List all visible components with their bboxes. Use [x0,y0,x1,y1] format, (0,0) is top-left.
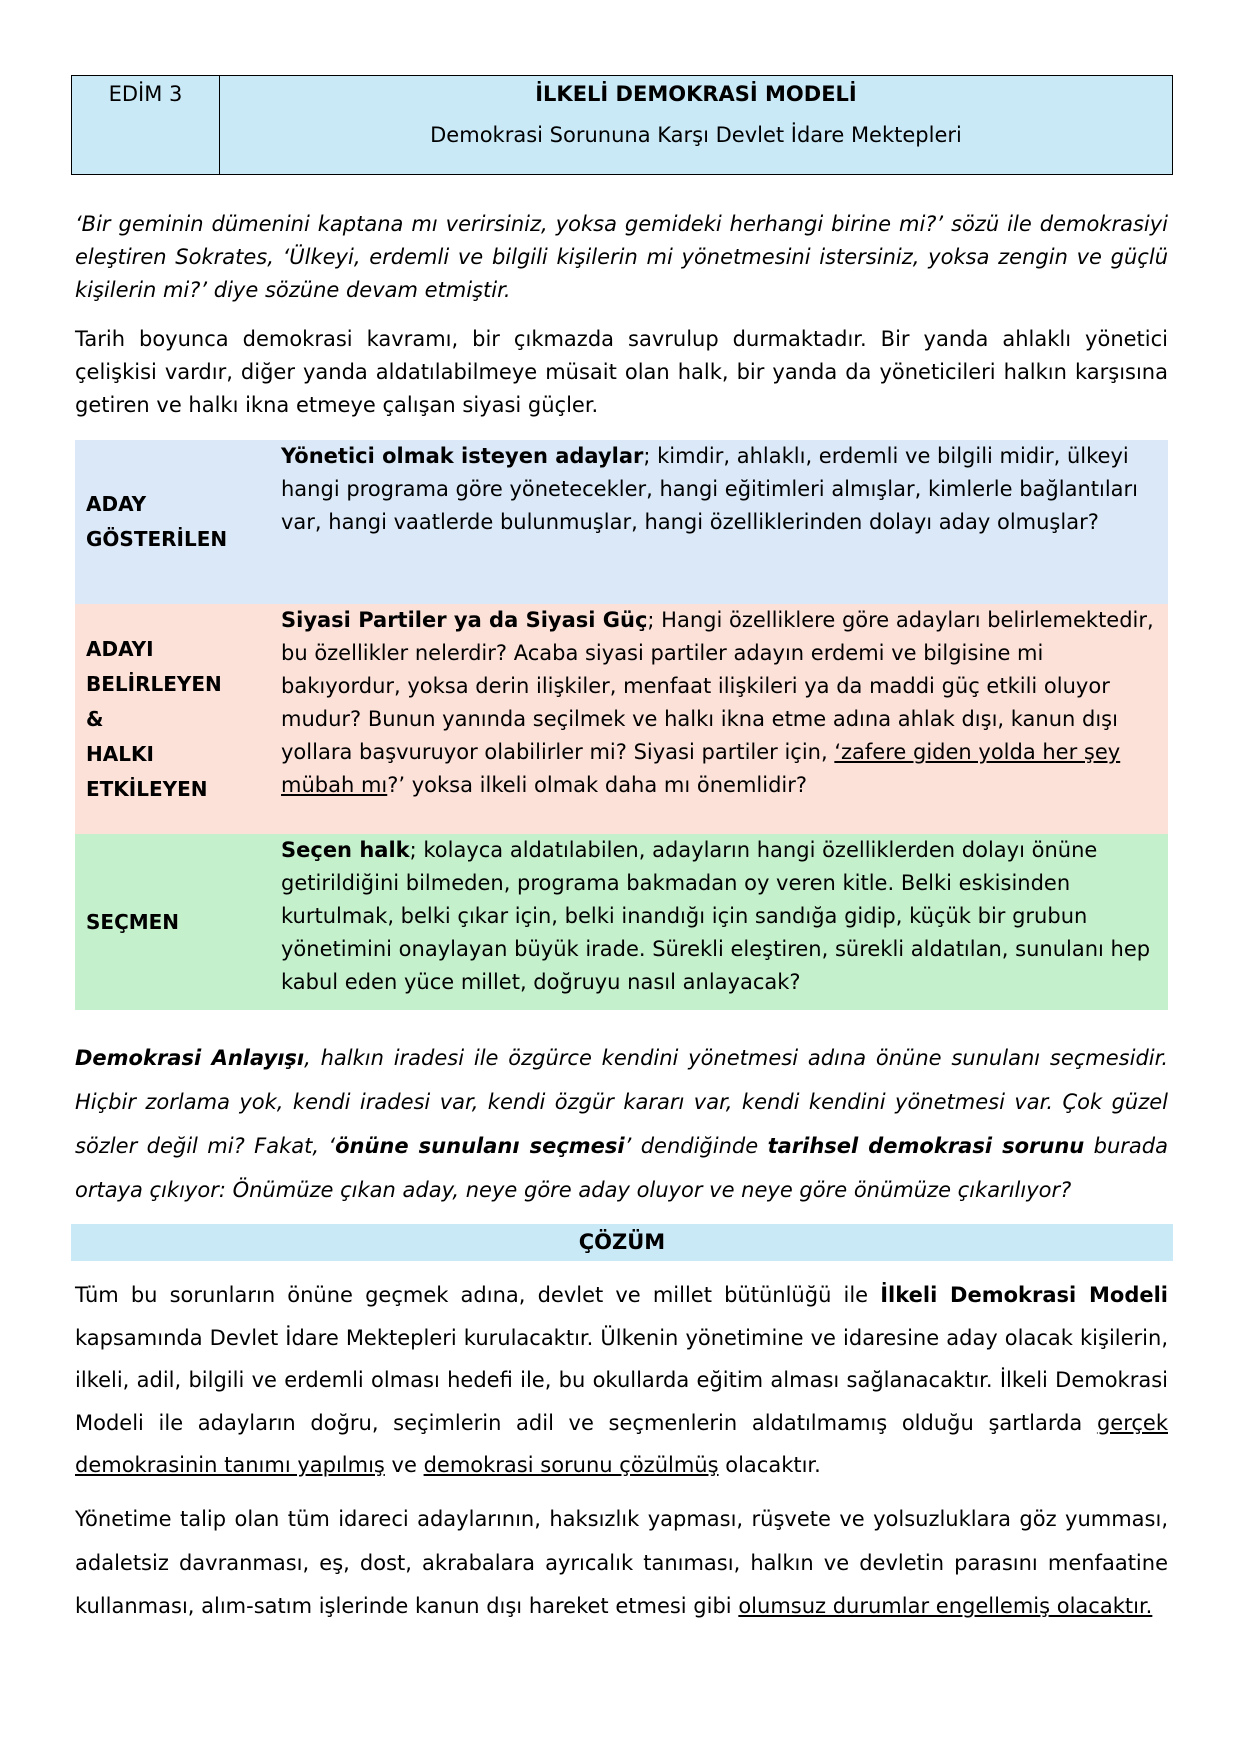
role-text: ; kimdir, ahlaklı, erdemli ve bilgili midir, ülkeyi hangi programa göre yönetecekler, hangi eğitimleri almışlar, kimlerle bağlantıları var, hangi vaatlerde bulunmuşlar, hangi özelliklerinden dolayı aday olmuşlar? [281,444,1138,534]
roles-table [75,440,1168,1010]
history-paragraph: Tarih boyunca demokrasi kavramı, bir çıkmazda savrulup durmaktadır. Bir yanda ahlaklı yönetici çelişkisi vardır, diğer yanda aldatılabilmeye müsait olan halk, bir yanda da yöneticileri halkın karşısına getiren ve halkı ikna etmeye çalışan siyasi güçler. [75,327,1168,417]
role-label-line: GÖSTERİLEN [86,527,228,551]
role-description [281,440,1168,604]
role-label [75,834,281,1010]
role-text-tail: ?’ yoksa ilkeli olmak daha mı önemlidir? [387,773,808,797]
text-run: olacaktır. [718,1453,821,1477]
role-label [75,604,281,834]
role-lead: Siyasi Partiler ya da Siyasi Güç [281,608,648,632]
header-table [71,75,1173,175]
role-label-line: ADAYI [86,636,154,661]
role-label-line: ETKİLEYEN [86,776,208,801]
bold-term: Demokrasi Anlayışı [75,1046,305,1070]
bold-term: önüne sunulanı seçmesi [335,1134,625,1158]
document-subtitle: Demokrasi Sorununa Karşı Devlet İdare Mektepleri [430,123,962,147]
solution-paragraph [75,1274,1168,1487]
role-label-line: HALKI [86,741,154,766]
unit-cell: EDİM 3 [72,76,220,174]
role-label-line: SEÇMEN [86,909,180,934]
text-run: , halkın iradesi ile özgürce kendini yönetmesi adına önüne sunulanı seçmesidir. Hiçbir zorlama yok, kendi iradesi var, kendi özgür kararı var, kendi kendini yönetmesi var. Çok güzel sözler değil mi? Fakat, ‘ [75,1046,1168,1158]
final-paragraph [75,1498,1168,1629]
role-description [281,604,1168,834]
underlined-phrase: gerçek demokrasinin tanımı yapılmış [75,1410,1168,1477]
title-cell [220,76,1172,174]
role-label-line: ADAY [86,492,147,516]
role-label [75,440,281,604]
role-text: ; kolayca aldatılabilen, adayların hangi özelliklerden dolayı önüne getirildiğini bilmeden, programa bakmadan oy veren kitle. Belki eskisinden kurtulmak, belki çıkar için, belki inandığı için sandığa gidip, küçük bir grubun yönetimini onaylayan büyük irade. Sürekli eleştiren, sürekli aldatılan, sunulanı hep kabul eden yüce millet, doğruyu nasıl anlayacak? [281,838,1151,994]
role-lead: Seçen halk [281,838,410,862]
underlined-phrase: ‘zafere giden yolda her şey mübah mı [281,740,1121,797]
role-description [281,834,1168,1010]
underlined-phrase: olumsuz durumlar engellemiş olacaktır. [738,1594,1153,1618]
text-run: burada ortaya çıkıyor: Önümüze çıkan aday, neye göre aday oluyor ve neye göre önümüze çıkarılıyor? [75,1134,1168,1202]
role-text: ; Hangi özelliklere göre adayları belirlemektedir, bu özellikler nelerdir? Acaba siyasi partiler adayın erdemi ve bilgisine mi bakıyordur, yoksa derin ilişkiler, menfaat ilişkileri ya da maddi güç etkili oluyor mudur? Bunun yanında seçilmek ve halkı ikna etme adına ahlak dışı, kanun dışı yollara başvuruyor olabilirler mi? Siyasi partiler için, [281,608,1154,764]
role-row-party [75,604,1168,834]
bold-term: İlkeli Demokrasi Modeli [880,1283,1168,1307]
intro-quote: ‘Bir geminin dümenini kaptana mı verirsiniz, yoksa gemideki herhangi birine mi?’ sözü ile demokrasiyi eleştiren Sokrates, ‘Ülkeyi, erdemli ve bilgili kişilerin mi yönetmesini istersiniz, yoksa zengin ve güçlü kişilerin mi?’ diye sözüne devam etmiştir. [75,212,1168,302]
text-run: kapsamında Devlet İdare Mektepleri kurulacaktır. Ülkenin yönetimine ve idaresine aday olacak kişilerin, ilkeli, adil, bilgili ve erdemli olması hedefi ile, bu okullarda eğitim alması sağlanacaktır. İlkeli Demokrasi Modeli ile adayların doğru, seçimlerin adil ve seçmenlerin aldatılmamış olduğu şartlarda [75,1325,1168,1435]
role-label-line: BELİRLEYEN [86,671,222,696]
document-title: İLKELİ DEMOKRASİ MODELİ [535,82,857,106]
text-run: Yönetime talip olan tüm idareci adaylarının, haksızlık yapması, rüşvete ve yolsuzluklara göz yumması, adaletsiz davranması, eş, dost, akrabalara ayrıcalık tanıması, halkın ve devletin parasını menfaatine kullanması, alım-satım işlerinde kanun dışı hareket etmesi gibi [75,1507,1168,1618]
bold-term: tarihsel demokrasi sorunu [767,1134,1085,1158]
text-run: Tüm bu sorunların önüne geçmek adına, devlet ve millet bütünlüğü ile [75,1283,881,1307]
solution-heading: ÇÖZÜM [71,1224,1173,1261]
text-run: ve [384,1453,424,1477]
role-row-voter [75,834,1168,1010]
democracy-paragraph [75,1036,1168,1212]
role-row-candidate [75,440,1168,604]
text-run: ’ dendiğinde [624,1134,768,1158]
underlined-phrase: demokrasi sorunu çözülmüş [423,1453,719,1477]
role-lead: Yönetici olmak isteyen adaylar [281,444,644,468]
role-label-line: & [86,706,104,731]
